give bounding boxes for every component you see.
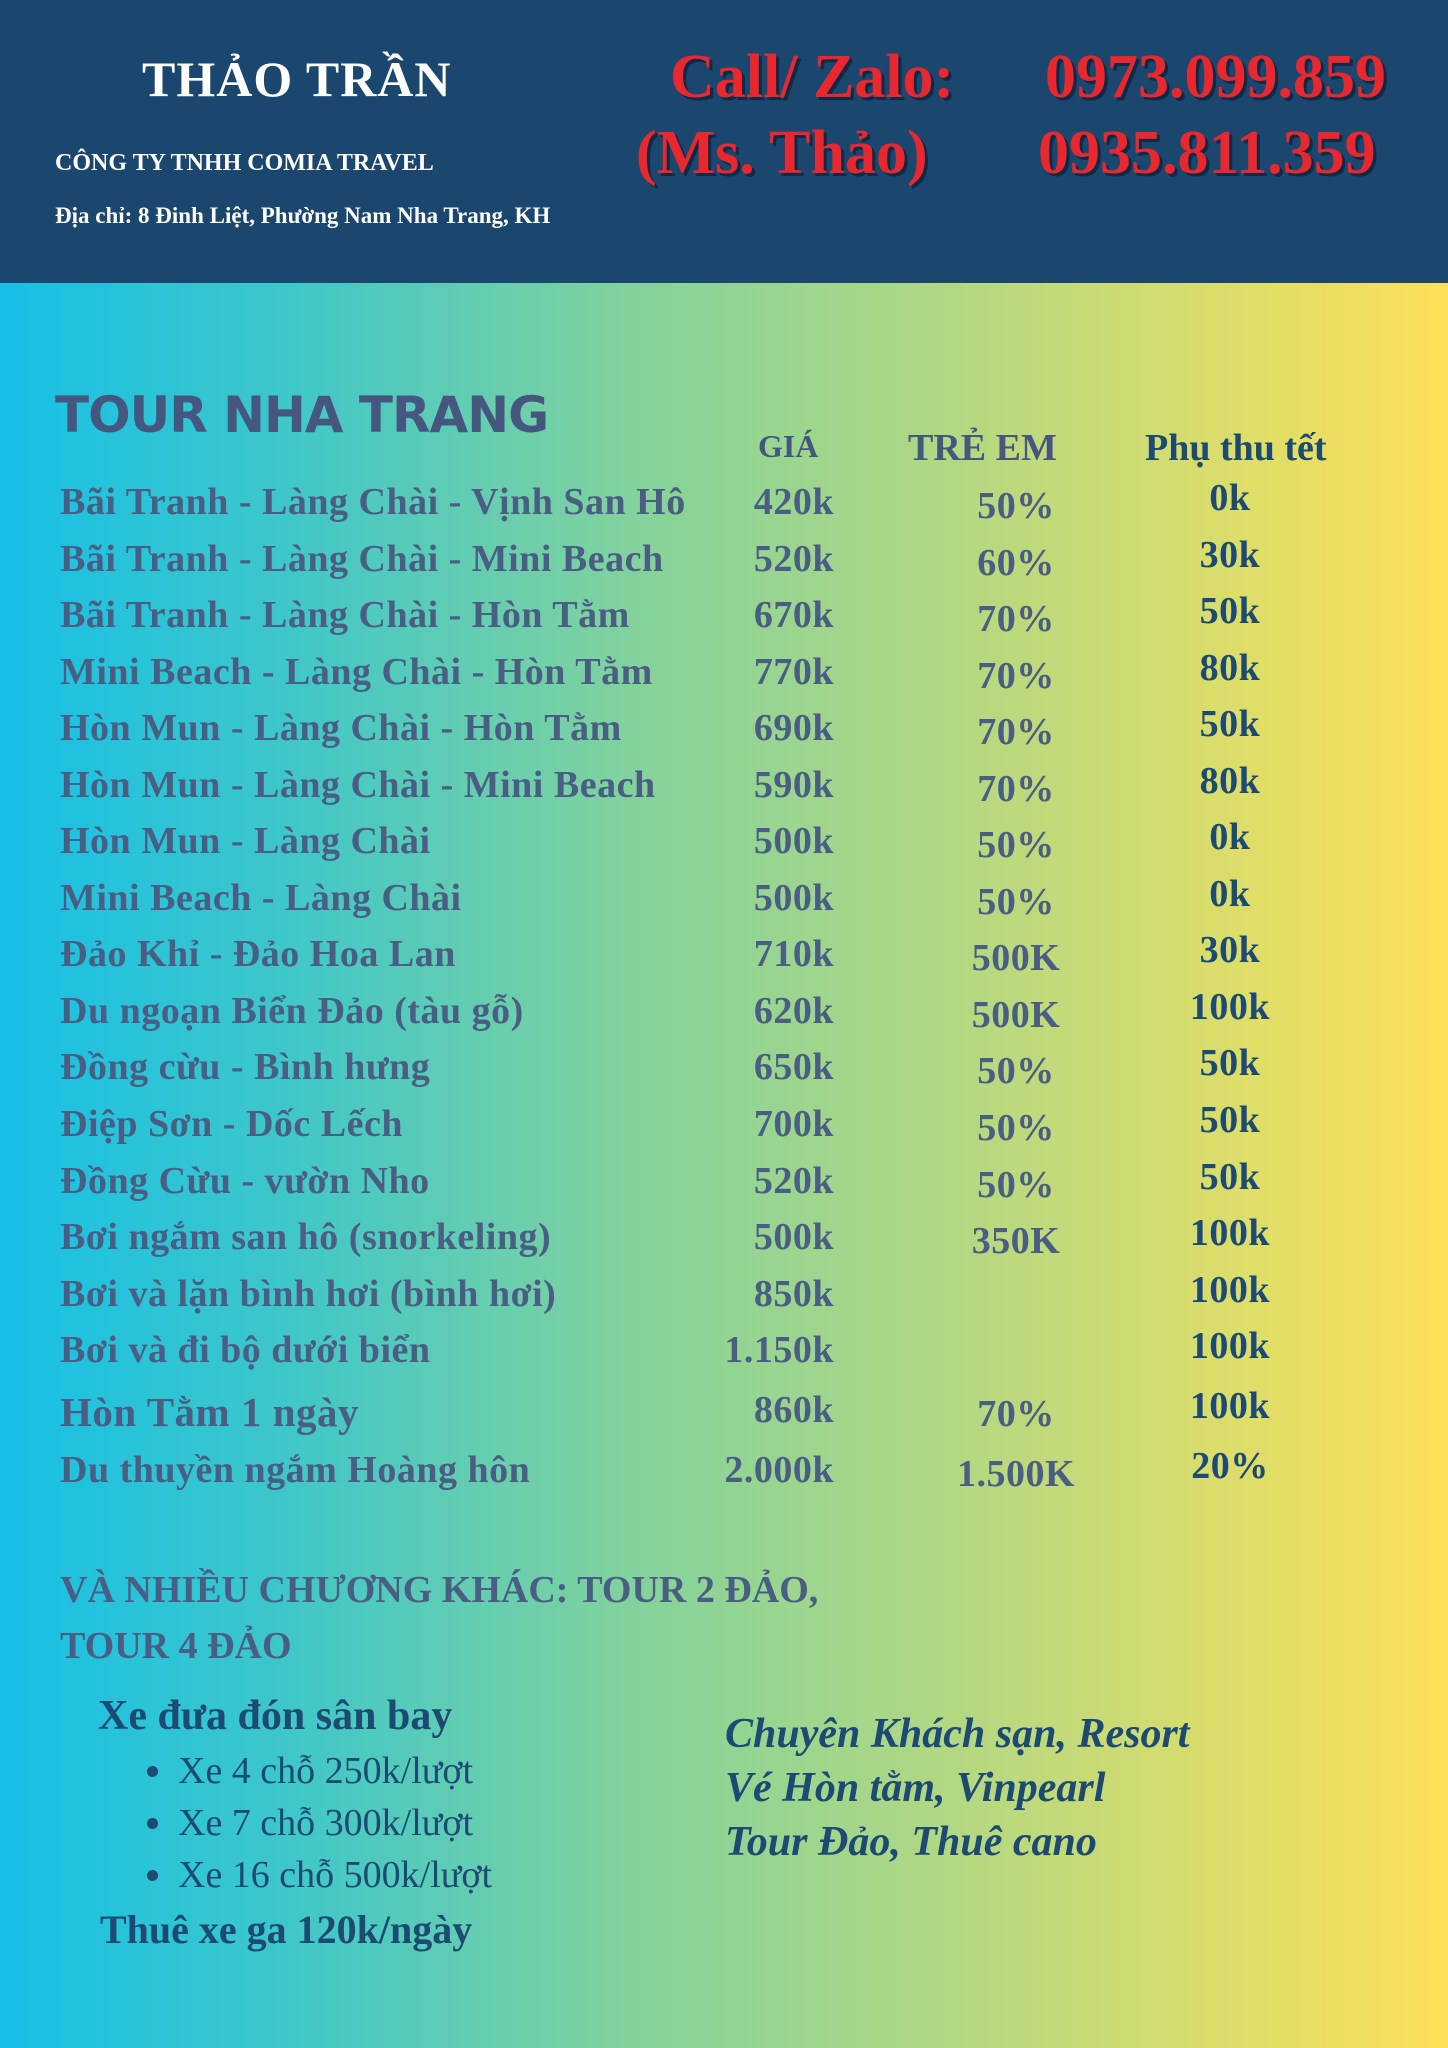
service-item: Chuyên Khách sạn, Resort <box>725 1711 1190 1757</box>
tet-surcharge: 50k <box>1199 590 1261 632</box>
child-price: 50% <box>977 1050 1055 1092</box>
child-price: 50% <box>977 881 1055 923</box>
list-item: • Xe 4 chỗ 250k/lượt <box>176 1745 492 1797</box>
tour-name: Bãi Tranh - Làng Chài - Mini Beach <box>60 538 664 580</box>
child-price: 350K <box>971 1220 1061 1262</box>
column-header-surcharge: Phụ thu tết <box>1145 427 1327 469</box>
tet-surcharge: 100k <box>1189 986 1271 1028</box>
scooter-rental: Thuê xe ga 120k/ngày <box>100 1907 473 1952</box>
child-price: 70% <box>977 711 1055 753</box>
tour-price: 520k <box>753 538 834 580</box>
tour-name: Hòn Mun - Làng Chài <box>60 820 431 862</box>
phone-number-1[interactable]: 0973.099.859 <box>1045 43 1386 111</box>
tour-name: Du thuyền ngắm Hoàng hôn <box>60 1449 531 1491</box>
list-item: • Xe 16 chỗ 500k/lượt <box>176 1849 492 1901</box>
tour-section-title: TOUR NHA TRANG <box>55 386 549 444</box>
tour-price: 620k <box>753 990 834 1032</box>
tet-surcharge: 50k <box>1199 703 1261 745</box>
tour-price: 2.000k <box>724 1449 834 1491</box>
services-list <box>725 1707 1189 1869</box>
tet-surcharge: 80k <box>1199 760 1261 802</box>
tour-name: Bãi Tranh - Làng Chài - Hòn Tằm <box>60 594 630 636</box>
child-price: 500K <box>971 937 1061 979</box>
tour-price: 520k <box>753 1160 834 1202</box>
tour-price: 850k <box>753 1273 834 1315</box>
tour-price: 670k <box>753 594 834 636</box>
child-price: 70% <box>977 768 1055 810</box>
tet-surcharge: 30k <box>1199 929 1261 971</box>
table-row <box>0 1156 1448 1215</box>
tet-surcharge: 0k <box>1209 816 1251 858</box>
tet-surcharge: 100k <box>1189 1325 1271 1367</box>
tet-surcharge: 20% <box>1191 1445 1269 1487</box>
table-row <box>0 1099 1448 1158</box>
tour-name: Hòn Mun - Làng Chài - Mini Beach <box>60 764 656 806</box>
table-row <box>0 986 1448 1045</box>
tour-name: Mini Beach - Làng Chài <box>60 877 462 919</box>
table-row <box>0 1325 1448 1384</box>
tour-price: 690k <box>753 707 834 749</box>
tour-price: 770k <box>753 651 834 693</box>
tet-surcharge: 30k <box>1199 534 1261 576</box>
child-price: 500K <box>971 994 1061 1036</box>
tet-surcharge: 50k <box>1199 1099 1261 1141</box>
header-banner <box>0 0 1448 283</box>
child-price: 60% <box>977 542 1055 584</box>
brand-name: THẢO TRẦN <box>142 51 452 107</box>
phone-number-2[interactable]: 0935.811.359 <box>1038 119 1376 187</box>
tour-name: Hòn Mun - Làng Chài - Hòn Tằm <box>60 707 622 749</box>
tet-surcharge: 0k <box>1209 873 1251 915</box>
tour-name: Điệp Sơn - Dốc Lếch <box>60 1103 403 1145</box>
tour-name: Mini Beach - Làng Chài - Hòn Tằm <box>60 651 653 693</box>
table-row <box>0 477 1448 536</box>
column-header-price: GIÁ <box>758 428 819 464</box>
table-row <box>0 1212 1448 1271</box>
column-header-child: TRẺ EM <box>908 427 1057 469</box>
tet-surcharge: 80k <box>1199 647 1261 689</box>
table-row <box>0 1042 1448 1101</box>
tour-name: Bơi và đi bộ dưới biển <box>60 1329 431 1371</box>
child-price: 1.500K <box>956 1453 1076 1495</box>
child-price: 50% <box>977 824 1055 866</box>
tour-name: Bơi ngắm san hô (snorkeling) <box>60 1216 552 1258</box>
contact-name: (Ms. Thảo) <box>636 119 928 187</box>
list-item: • Xe 7 chỗ 300k/lượt <box>176 1797 492 1849</box>
tour-price: 500k <box>753 1216 834 1258</box>
tour-price: 500k <box>753 877 834 919</box>
tour-name: Bơi và lặn bình hơi (bình hơi) <box>60 1273 557 1315</box>
tour-name: Đảo Khỉ - Đảo Hoa Lan <box>60 933 456 975</box>
table-row <box>0 703 1448 762</box>
child-price: 50% <box>977 1107 1055 1149</box>
more-programs-note: VÀ NHIỀU CHƯƠNG KHÁC: TOUR 2 ĐẢO, TOUR 4 ĐẢO <box>60 1569 819 1667</box>
tet-surcharge: 50k <box>1199 1156 1261 1198</box>
table-row <box>0 647 1448 706</box>
table-row <box>0 1445 1448 1504</box>
tet-surcharge: 0k <box>1209 477 1251 519</box>
company-name: CÔNG TY TNHH COMIA TRAVEL <box>55 150 434 176</box>
tet-surcharge: 100k <box>1189 1385 1271 1427</box>
tour-name: Du ngoạn Biển Đảo (tàu gỗ) <box>60 990 524 1032</box>
tour-name: Bãi Tranh - Làng Chài - Vịnh San Hô <box>60 481 686 523</box>
tour-name: Đồng cừu - Bình hưng <box>60 1046 431 1088</box>
table-row <box>0 929 1448 988</box>
service-item: Tour Đảo, Thuê cano <box>725 1819 1097 1865</box>
tour-price: 650k <box>753 1046 834 1088</box>
tet-surcharge: 100k <box>1189 1212 1271 1254</box>
table-row <box>0 760 1448 819</box>
service-item: Vé Hòn tằm, Vinpearl <box>725 1765 1106 1811</box>
child-price: 50% <box>977 485 1055 527</box>
tet-surcharge: 100k <box>1189 1269 1271 1311</box>
table-row <box>0 534 1448 593</box>
table-row <box>0 1269 1448 1328</box>
child-price: 50% <box>977 1164 1055 1206</box>
table-row <box>0 816 1448 875</box>
tour-price: 500k <box>753 820 834 862</box>
tour-price: 1.150k <box>724 1329 834 1371</box>
company-address: Địa chỉ: 8 Đinh Liệt, Phường Nam Nha Trang, KH <box>55 203 551 228</box>
tet-surcharge: 50k <box>1199 1042 1261 1084</box>
tour-price: 700k <box>753 1103 834 1145</box>
tour-name: Hòn Tằm 1 ngày <box>60 1389 360 1435</box>
table-row <box>0 1385 1448 1444</box>
tour-name: Đồng Cừu - vườn Nho <box>60 1160 430 1202</box>
tour-price: 590k <box>753 764 834 806</box>
airport-transfer-list <box>140 1745 492 1901</box>
table-row <box>0 590 1448 649</box>
child-price: 70% <box>977 598 1055 640</box>
tour-price: 860k <box>753 1389 834 1431</box>
child-price: 70% <box>977 655 1055 697</box>
child-price: 70% <box>977 1393 1055 1435</box>
tour-price: 710k <box>753 933 834 975</box>
table-row <box>0 873 1448 932</box>
airport-transfer-title: Xe đưa đón sân bay <box>98 1693 453 1739</box>
tour-price: 420k <box>753 481 834 523</box>
call-zalo-label: Call/ Zalo: <box>670 43 955 111</box>
